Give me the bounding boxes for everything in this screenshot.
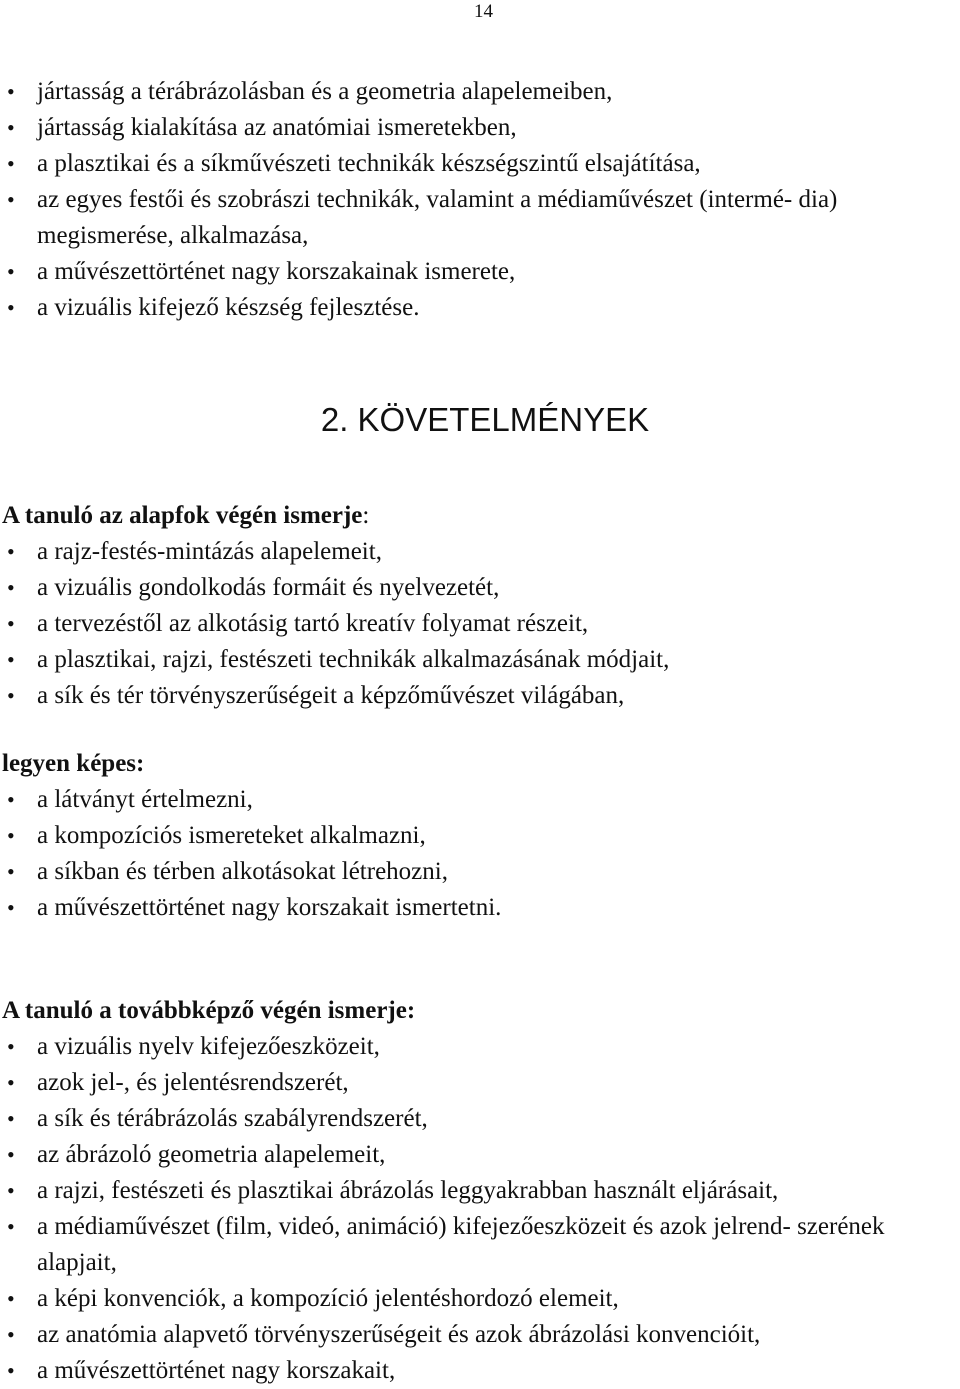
list-item [0, 1173, 960, 1209]
list-item-text: az egyes festői és szobrászi technikák, valamint a médiaművészet (intermé- dia) megismerése, alkalmazása, [37, 186, 838, 249]
bullet-icon: • [7, 1142, 15, 1167]
list-item [0, 642, 960, 678]
bullet-icon: • [7, 1070, 15, 1095]
list-item [0, 290, 960, 326]
bullet-icon: • [7, 895, 15, 920]
list-item [0, 570, 960, 606]
abilities-list [0, 782, 960, 926]
list-item [0, 254, 960, 290]
advanced-requirements-block [0, 993, 960, 1389]
basic-requirements-block [0, 498, 960, 714]
basic-list [0, 534, 960, 714]
list-item-text: azok jel-, és jelentésrendszerét, [37, 1069, 349, 1096]
list-item-text: a vizuális gondolkodás formáit és nyelvezetét, [37, 574, 500, 601]
list-item-text: a médiaművészet (film, videó, animáció) kifejezőeszközeit és azok jelrend- szerének alapjait, [37, 1213, 885, 1276]
list-item [0, 146, 960, 182]
list-item [0, 1137, 960, 1173]
list-item [0, 678, 960, 714]
list-item-text: a művészettörténet nagy korszakait, [37, 1357, 396, 1384]
bullet-icon: • [7, 647, 15, 672]
bullet-icon: • [7, 187, 15, 212]
bullet-icon: • [7, 1358, 15, 1383]
page-number: 14 [474, 1, 493, 22]
bullet-icon: • [7, 611, 15, 636]
bullet-icon: • [7, 1322, 15, 1347]
list-item-text: az ábrázoló geometria alapelemeit, [37, 1141, 386, 1168]
list-item [0, 1101, 960, 1137]
list-item-text: a síkban és térben alkotásokat létrehozni, [37, 858, 448, 885]
list-item [0, 854, 960, 890]
list-item [0, 1029, 960, 1065]
bullet-icon: • [7, 859, 15, 884]
list-item-text: a kompozíciós ismereteket alkalmazni, [37, 822, 426, 849]
list-item [0, 1209, 957, 1281]
section-title: 2. KÖVETELMÉNYEK [320, 401, 650, 438]
list-item [0, 1065, 960, 1101]
list-item-text: a plasztikai és a síkművészeti technikák készségszintű elsajátítása, [37, 150, 701, 177]
bullet-icon: • [7, 1178, 15, 1203]
bullet-icon: • [7, 259, 15, 284]
list-item [0, 1281, 960, 1317]
list-item-text: jártasság a térábrázolásban és a geometria alapelemeiben, [37, 78, 613, 105]
bullet-icon: • [7, 539, 15, 564]
basic-heading-colon: : [362, 502, 370, 529]
bullet-icon: • [7, 1214, 15, 1239]
abilities-block [0, 746, 960, 926]
bullet-icon: • [7, 787, 15, 812]
list-item-text: a sík és térábrázolás szabályrendszerét, [37, 1105, 428, 1132]
list-item-text: a művészettörténet nagy korszakait ismertetni. [37, 894, 502, 921]
list-item-text: a művészettörténet nagy korszakainak ismerete, [37, 258, 516, 285]
list-item-text: a tervezéstől az alkotásig tartó kreatív folyamat részeit, [37, 610, 589, 637]
bullet-icon: • [7, 1106, 15, 1131]
bullet-icon: • [7, 1034, 15, 1059]
list-item-text: a látványt értelmezni, [37, 786, 253, 813]
bullet-icon: • [7, 1286, 15, 1311]
list-item [0, 818, 960, 854]
list-item [0, 110, 960, 146]
list-item [0, 534, 960, 570]
bullet-icon: • [7, 683, 15, 708]
bullet-icon: • [7, 151, 15, 176]
bullet-icon: • [7, 823, 15, 848]
list-item-text: a sík és tér törvényszerűségeit a képzőművészet világában, [37, 682, 625, 709]
intro-list-block [0, 74, 960, 326]
list-item-text: a rajz-festés-mintázás alapelemeit, [37, 538, 382, 565]
list-item-text: a plasztikai, rajzi, festészeti technikák alkalmazásának módjait, [37, 646, 670, 673]
bullet-icon: • [7, 79, 15, 104]
list-item [0, 606, 960, 642]
intro-list [0, 74, 960, 326]
basic-heading-text: A tanuló az alapfok végén ismerje [2, 502, 363, 529]
list-item [0, 74, 960, 110]
advanced-heading: A tanuló a továbbképző végén ismerje: [2, 997, 416, 1024]
bullet-icon: • [7, 115, 15, 140]
list-item-text: az anatómia alapvető törvényszerűségeit és azok ábrázolási konvencióit, [37, 1321, 761, 1348]
list-item [0, 782, 960, 818]
list-item-text: jártasság kialakítása az anatómiai ismeretekben, [37, 114, 517, 141]
list-item-text: a vizuális kifejező készség fejlesztése. [37, 294, 420, 321]
bullet-icon: • [7, 295, 15, 320]
list-item [0, 182, 942, 254]
list-item-text: a rajzi, festészeti és plasztikai ábrázolás leggyakrabban használt eljárásait, [37, 1177, 779, 1204]
advanced-list [0, 1029, 960, 1389]
basic-heading [0, 498, 960, 534]
list-item [0, 890, 960, 926]
list-item [0, 1317, 960, 1353]
abilities-heading: legyen képes: [2, 750, 145, 777]
list-item-text: a képi konvenciók, a kompozíció jelentéshordozó elemeit, [37, 1285, 619, 1312]
list-item-text: a vizuális nyelv kifejezőeszközeit, [37, 1033, 380, 1060]
bullet-icon: • [7, 575, 15, 600]
list-item [0, 1353, 960, 1389]
